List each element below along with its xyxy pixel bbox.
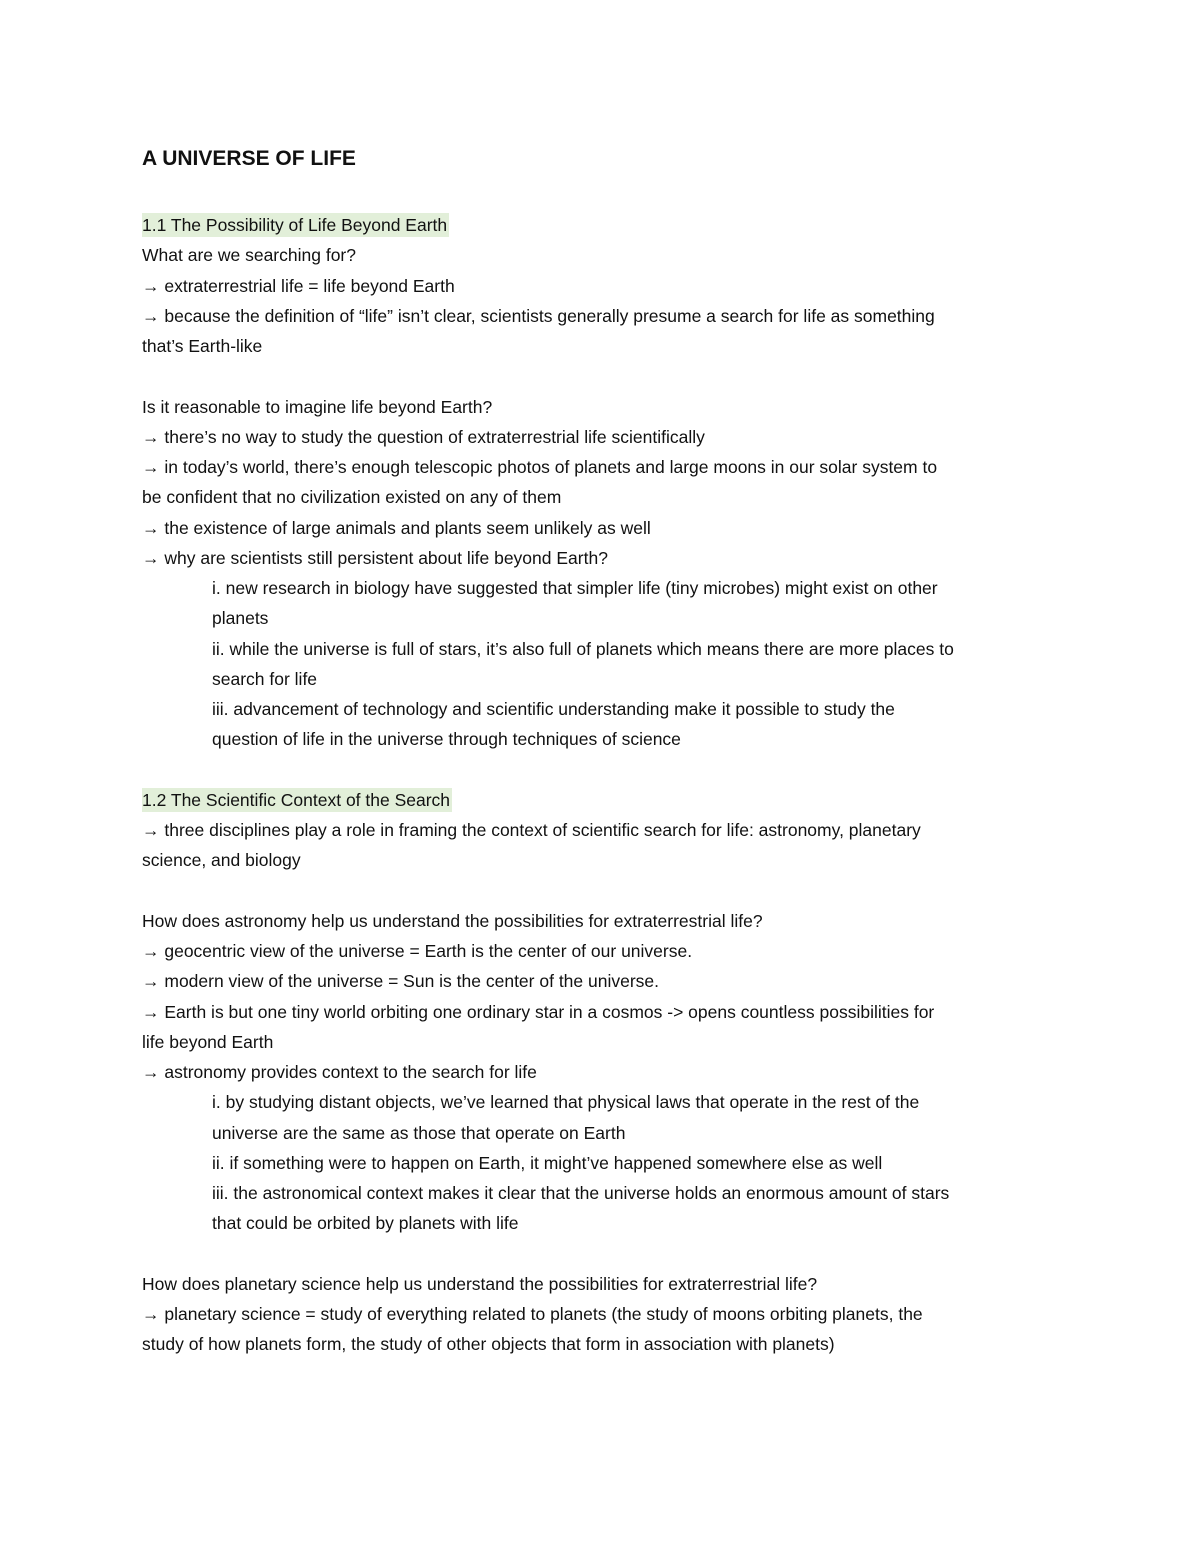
sub-item-continuation: universe are the same as those that operate on Earth: [212, 1122, 626, 1143]
question-text: How does astronomy help us understand the possibilities for extraterrestrial life?: [142, 910, 763, 931]
section-heading-1-2: [142, 785, 1062, 815]
sub-item-ii: ii. while the universe is full of stars, it’s also full of planets which means there are more places to: [212, 638, 954, 659]
sub-item-iii: iii. the astronomical context makes it clear that the universe holds an enormous amount of stars: [212, 1183, 950, 1203]
blank-line: [142, 361, 1062, 391]
sub-item-i: i. new research in biology have suggested that simpler life (tiny microbes) might exist on other: [212, 578, 938, 598]
sub-item-continuation: planets: [212, 608, 269, 629]
bullet-line: → modern view of the universe = Sun is the center of the universe.: [142, 971, 660, 992]
blank-line: [142, 876, 1062, 906]
bullet-continuation: that’s Earth-like: [142, 336, 263, 356]
bullet-line: → there’s no way to study the question of extraterrestrial life scientifically: [142, 426, 705, 447]
bullet-line: → the existence of large animals and plants seem unlikely as well: [142, 517, 651, 538]
bullet-line: → geocentric view of the universe = Earth is the center of our universe.: [142, 941, 693, 961]
document-title: A UNIVERSE OF LIFE: [142, 147, 356, 170]
blank-line: [142, 755, 1062, 785]
bullet-line: → why are scientists still persistent about life beyond Earth?: [142, 547, 608, 568]
bullet-line: → planetary science = study of everything related to planets (the study of moons orbiting planets, the: [142, 1304, 923, 1324]
section-heading-1-1-text: 1.1 The Possibility of Life Beyond Earth: [142, 215, 448, 235]
bullet-line: → Earth is but one tiny world orbiting one ordinary star in a cosmos -> opens countless possibilities for: [142, 1001, 935, 1022]
bullet-continuation: life beyond Earth: [142, 1031, 274, 1052]
section-heading-1-2-text: 1.2 The Scientific Context of the Search: [142, 789, 451, 810]
sub-item-continuation: question of life in the universe through techniques of science: [212, 729, 681, 750]
bullet-line: → in today’s world, there’s enough telescopic photos of planets and large moons in our solar system to: [142, 457, 938, 477]
bullet-continuation: science, and biology: [142, 850, 301, 871]
question-text: Is it reasonable to imagine life beyond Earth?: [142, 396, 493, 417]
bullet-line: → because the definition of “life” isn’t clear, scientists generally presume a search for life as something: [142, 305, 935, 326]
sub-item-i: i. by studying distant objects, we’ve learned that physical laws that operate in the rest of the: [212, 1092, 920, 1113]
document-body: [142, 210, 1062, 1360]
sub-item-continuation: that could be orbited by planets with life: [212, 1213, 519, 1234]
bullet-line: → extraterrestrial life = life beyond Earth: [142, 275, 455, 296]
bullet-continuation: be confident that no civilization existed on any of them: [142, 487, 562, 508]
question-text: How does planetary science help us understand the possibilities for extraterrestrial life?: [142, 1273, 818, 1294]
question-text: What are we searching for?: [142, 245, 356, 266]
sub-item-iii: iii. advancement of technology and scientific understanding make it possible to study the: [212, 699, 895, 719]
bullet-line: → three disciplines play a role in framing the context of scientific search for life: astronomy, planetary: [142, 820, 921, 840]
section-heading-1-1: [142, 210, 1062, 240]
blank-line: [142, 1239, 1062, 1269]
bullet-line: → astronomy provides context to the search for life: [142, 1062, 537, 1082]
bullet-continuation: study of how planets form, the study of other objects that form in association with planets): [142, 1334, 835, 1355]
sub-item-continuation: search for life: [212, 668, 318, 689]
sub-item-ii: ii. if something were to happen on Earth, it might’ve happened somewhere else as well: [212, 1152, 883, 1173]
